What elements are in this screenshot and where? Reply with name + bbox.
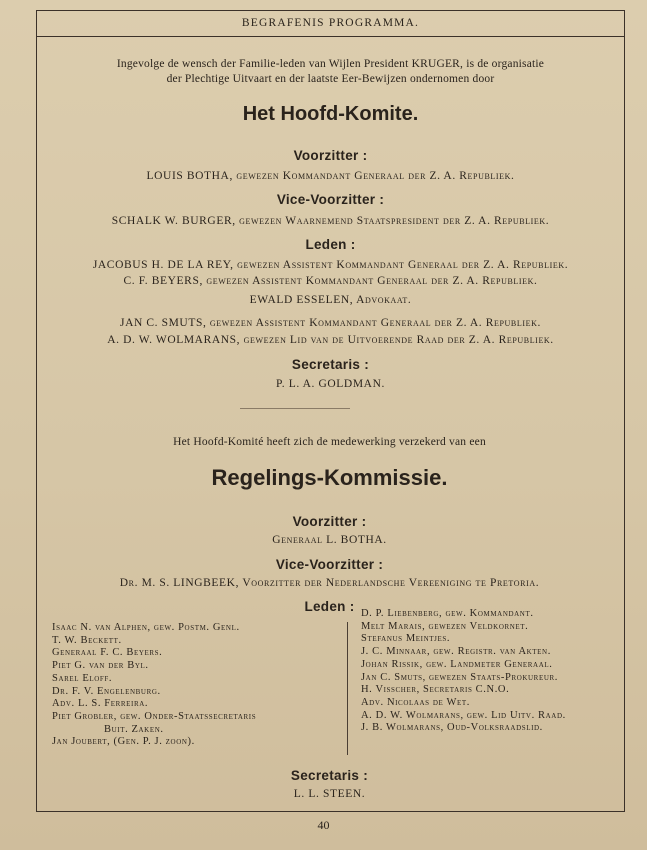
hoofd-lid: EWALD ESSELEN, Advokaat. (249, 294, 412, 306)
regeling-leden-label: Leden : (304, 599, 355, 614)
intro-line-1: Ingevolge de wensch der Familie-leden van Wijlen President KRUGER, is de organisatie (116, 58, 545, 70)
list-item: H. Visscher, Secretaris C.N.O. (361, 684, 510, 696)
regeling-secretaris-label: Secretaris : (290, 768, 369, 783)
intro-line-2: der Plechtige Uitvaart en der laatste Eer-Bewijzen ondernomen door (166, 73, 495, 85)
list-item: A. D. W. Wolmarans, gew. Lid Uitv. Raad. (361, 709, 566, 721)
hoofd-lid: A. D. W. WOLMARANS, gewezen Lid van de Uitvoerende Raad der Z. A. Republiek. (107, 334, 554, 346)
list-item: Dr. F. V. Engelenburg. (52, 685, 161, 697)
regeling-voorzitter: Generaal L. BOTHA. (272, 534, 387, 546)
list-item: Sarel Eloff. (52, 672, 113, 684)
list-item: Jan Joubert, (Gen. P. J. zoon). (52, 736, 195, 748)
list-item: Adv. L. S. Ferreira. (52, 698, 149, 710)
list-item: J. B. Wolmarans, Oud-Volksraadslid. (361, 722, 543, 734)
regeling-vice: Dr. M. S. LINGBEEK, Voorzitter der Nederlandsche Vereeniging te Pretoria. (119, 577, 540, 589)
program-header: BEGRAFENIS PROGRAMMA. (37, 11, 624, 37)
list-item: Jan C. Smuts, gewezen Staats-Prokureur. (361, 671, 558, 683)
hoofd-voorzitter-label: Voorzitter : (293, 148, 368, 163)
hoofd-secretaris-label: Secretaris : (291, 357, 370, 372)
hoofd-leden-label: Leden : (305, 237, 356, 252)
list-item: J. C. Minnaar, gew. Registr. van Akten. (361, 646, 551, 658)
hoofd-lid: JACOBUS H. DE LA REY, gewezen Assistent Kommandant Generaal der Z. A. Republiek. (92, 259, 569, 271)
list-item: Piet Grobler, gew. Onder-Staatssecretaris (52, 710, 257, 722)
regeling-vice-label: Vice-Voorzitter : (275, 557, 384, 572)
hoofd-vice: SCHALK W. BURGER, gewezen Waarnemend Staatspresident der Z. A. Republiek. (111, 215, 550, 227)
hoofd-lid: C. F. BEYERS, gewezen Assistent Kommandant Generaal der Z. A. Republiek. (123, 275, 538, 287)
list-item: Adv. Nicolaas de Wet. (361, 696, 470, 708)
list-item: Buit. Zaken. (104, 723, 164, 735)
list-item: Generaal F. C. Beyers. (52, 647, 163, 659)
hoofd-secretaris: P. L. A. GOLDMAN. (276, 378, 385, 390)
lower-content (36, 10, 623, 810)
regelings-kommissie-title: Regelings-Kommissie. (211, 465, 448, 490)
leden-right-column (361, 608, 631, 735)
regeling-voorzitter-label: Voorzitter : (292, 514, 367, 529)
hoofd-vice-label: Vice-Voorzitter : (276, 192, 385, 207)
list-item: D. P. Liebenberg, gew. Kommandant. (361, 608, 534, 619)
list-item: Johan Rissik, gew. Landmeter Generaal. (361, 658, 553, 670)
list-item: T. W. Beckett. (52, 634, 122, 646)
regeling-secretaris: L. L. STEEN. (293, 788, 366, 800)
hoofd-voorzitter: LOUIS BOTHA, gewezen Kommandant Generaal der Z. A. Republiek. (146, 170, 515, 182)
leden-left-column (52, 622, 352, 749)
list-item: Melt Marais, gewezen Veldkornet. (361, 620, 529, 632)
hoofd-komite-title: Het Hoofd-Komite. (242, 103, 419, 125)
page-number: 40 (317, 818, 330, 832)
bridge-text: Het Hoofd-Komité heeft zich de medewerking verzekerd van een (173, 436, 486, 448)
list-item: Stefanus Meintjes. (361, 633, 451, 645)
column-divider (347, 622, 348, 755)
list-item: Isaac N. van Alphen, gew. Postm. Genl. (52, 622, 240, 633)
list-item: Piet G. van der Byl. (52, 660, 149, 672)
hoofd-lid: JAN C. SMUTS, gewezen Assistent Kommandant Generaal der Z. A. Republiek. (120, 317, 541, 329)
